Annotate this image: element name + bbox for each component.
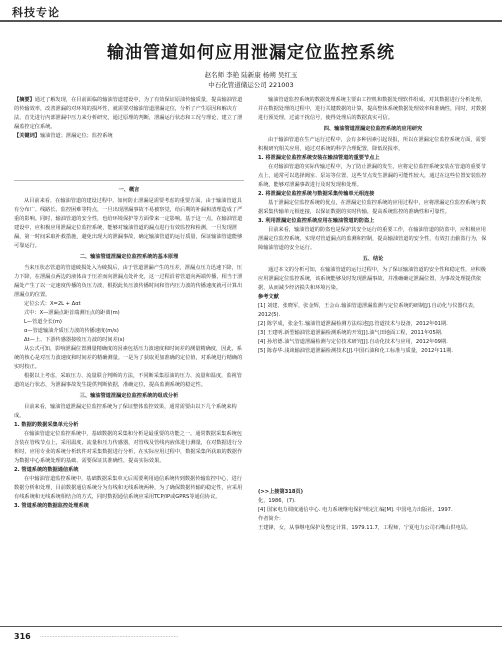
section-heading: 二、输油管道泄漏定位监控系统的基本原理 xyxy=(79,254,179,260)
paragraph: 根据以上考虑，采取压力、流量联合判断的方法，不同断采集原油的压力、流量和温度，监视管道的运行状态，为泄漏事故发生提供判断依据，准确定位，提高监测系统的稳定性。 xyxy=(14,373,242,388)
paragraph: 从目前来看，在输油管道的建设过程中，如何防止泄漏是需要考虑的重要方面，由于输油管道具有分布广、线路长、监控困难等特点，一旦出现泄漏事故不易被察觉，给后期的补漏和清理造成了严重的影响。同时，输油管道的安全性，也给环境保护等方面带来一定影响。基于这一点，在输油管道建设中，应积极应用泄漏定位监控系统，能够对输油管道的漏点进行有效监控和检测，一旦发现泄漏，第一时间采取补救措施，避免出现大的泄漏事故，确定输油管道的运行质量，保证输油管道能够可靠运行。 xyxy=(14,198,243,249)
references-heading: 参考文献 xyxy=(258,294,279,300)
paragraph: 定位公式：X=2L + Δαt xyxy=(24,301,81,307)
paragraph: 在对输油管道的实际传输过程中，为了防止泄漏的发生，应将定位监控系统安装在管道的重要节点上，通常可以选择阀室、泵站等位置，这些节点发生泄漏的可能性较大，通过在这些位置安装监控系统，能够对泄漏事故进行及时发现和处理。 xyxy=(258,164,487,188)
paragraph: 输油管道监控系统的数据处理系统主要由工控机和数据处理软件组成，对其数据进行分析处理，并在数据处理的过程中，进行关键数据的计算，提高整体系统数据处理效率和准确性，同时，对数据进行预处理，过滤干扰信号，使得处理后的数据真实可信。 xyxy=(258,97,487,121)
right-column xyxy=(258,96,488,356)
page-number: 316 xyxy=(14,632,31,641)
paragraph: 式中：X—泄漏点距首端测压点的距离(m) xyxy=(24,310,120,316)
header-rule xyxy=(0,20,502,22)
left-column xyxy=(14,184,244,511)
paragraph: 由于输油管道在生产运行过程中，会有多种因素引起误报，所以在泄漏定位监控系统方面，需要积极研究相关应用，通过对系统的科学合理配置，降低误报率。 xyxy=(258,137,486,152)
continuation-list xyxy=(258,497,488,533)
section-heading: 五、结论 xyxy=(362,256,384,262)
continuation-box xyxy=(258,488,488,533)
article-title: 输油管道如何应用泄漏定位监控系统 xyxy=(107,43,395,63)
reference-item: [4] 孙培德.油气管道泄漏检测与定位技术研究[J].自动化技术与应用，2012年09期. xyxy=(258,339,448,345)
paragraph: 基于泄漏定位监控系统的优点，在泄漏定位监控系统的应用过程中，应将泄漏定位监控系统与数据采集传输单元相连接，以保证数据的实时传输，提高系统监控的准确性和可靠性。 xyxy=(258,200,486,215)
section-heading: 一、概言 xyxy=(118,187,140,193)
reference-item: [5] 陈春华.浅谈输油管道泄漏检测技术[J].中国石油和化工标准与质量，2012年11期. xyxy=(258,348,453,354)
continuation-item: 作者简介： xyxy=(258,516,284,522)
article-affiliation: 中石化管道储运公司 221003 xyxy=(208,81,294,89)
reference-item: [3] 王建明.新型输油管道泄漏检测系统的开发[J].油气田地面工程，2011年05期. xyxy=(258,330,443,336)
abstract-label: 【摘要】 xyxy=(14,97,35,103)
abstract-text: 通过了解发现，在目前面临的输油管道建设中，为了有效保证原油传输质量，提高输油管道的传输效率，改善泄漏的对环境的损坏性，就需要对输油管道泄漏定位，分析了产生原因和解决方法，首先进行内部泄漏中压力来分析研究，通过原理的判断，泄漏运行状态和工况与理论，建立了泄漏监控定位系统。 xyxy=(14,97,243,130)
continuation-label: (>>上接第318页) xyxy=(258,489,304,495)
reference-item: [1] 刘建，张晓军，张金辉，王会山.输油管道泄漏监测与定位系统的研制[J].自动化与仪器仪表，2012(5). xyxy=(258,303,479,318)
subsection-heading: 3. 管道系统的数据监控处理系统 xyxy=(14,503,89,509)
continuation-item: 化，1986，(7). xyxy=(258,498,296,504)
column-label: 科技专论 xyxy=(12,6,60,19)
reference-item: [2] 陈学成，张金生.输油管道泄漏检测方法综述[J].管道技术与设备，2012年01期. xyxy=(258,321,448,327)
page-footer xyxy=(0,626,502,648)
section-heading: 四、输油管道泄漏定位监控系统的应用研究 xyxy=(323,126,423,132)
continuation-item: [4] 国家电力调度通信中心. 电力系统继电保护规定汇编[M]. 中国电力出版社，1997. xyxy=(258,507,453,513)
section-heading: 三、输油管道泄漏定位监控系统的组成分析 xyxy=(79,393,179,399)
abstract-divider xyxy=(14,180,244,181)
paragraph: 在输油管道定位监控系统中，基础数据的采集和分析是最重要的功能之一。通常数据采集系统包含装在管线节点上，采用温度、流量和压力传感器，对管线及管线内液体进行测量，在对数据进行分析时，应用专业的系统分析软件对采集数据进行分析，在实际应用过程中，数据采集所获取的数据作为数据中心系统处理的基础，需要保证其准确性，提高实际效果。 xyxy=(14,431,243,464)
paragraph: 通过本文的分析可知，在输油管道的运行过程中，为了保证输油管道的安全性和稳定性，应积极应用泄漏定位监控系统，该系统能够及时发现泄漏事故，并准确确定泄漏位置，为事故处理提供依据，从而减少经济损失和环境污染。 xyxy=(258,267,486,291)
subsection-heading: 1. 将泄漏定位监控系统安装在输油管道的重要节点上 xyxy=(258,155,380,161)
footer-dots: ······················································································· xyxy=(40,634,179,640)
paragraph: 目前来看，输油管道泄漏定位监控系统为了保证整体监控效果，通常需要由以下几个系统来构成。 xyxy=(14,404,237,419)
paragraph: 从公式可知，影响泄漏位置测量精确度的因素包括压力波速度和时间差的测量精确度，因此，系统的核心是对压力波速度和时间差的精确测量。一是为了获取更加准确的定位值，对系统进行精确的实时校正。 xyxy=(14,346,243,370)
paragraph: L—管道全长(m) xyxy=(24,319,62,325)
continuation-item: 王建锋，女，从事继电保护及整定计算，1979.11.7，工程师，宁夏电力公司石嘴山供电局。 xyxy=(258,525,472,531)
page-header xyxy=(0,0,502,22)
keywords-label: 【关键词】 xyxy=(14,133,40,139)
paragraph: Δt—上、下游传感器接收压力波的时间差(s) xyxy=(24,337,125,343)
subsection-heading: 2. 将泄漏定位监控系统与数据采集传输单元相连接 xyxy=(258,191,375,197)
paragraph: 目前来看，输油管道的防盗也是保护其安全运行的重要工作，在输油管道的防盗中，应积极应用泄漏定位监控系统，实现对管道漏点的监测和控制，提高输油管道的安全性，有效打击偷盗行为，保障输油管道的安全运行。 xyxy=(258,227,487,251)
abstract-block xyxy=(14,96,244,141)
subsection-heading: 2. 管道系统的数据通信系统 xyxy=(14,467,79,473)
article-authors: 赵名师 李艳 陆新康 杨朔 吴红玉 xyxy=(204,71,298,79)
paragraph: 在中输油管道监控系统中，基础数据采集单元后需要利用通信系统传到数据传输监控中心，进行数据分析和处理，目前数据通信系统分为有线和无线系统两种，为了确保数据传输的稳定性，应采用有线系统和无线系统相结合的方式，同时数据通信系统应采用TCP/IP或GPRS等通信协议。 xyxy=(14,476,243,500)
paragraph: α—管道输油介质压力波的传播速度(m/s) xyxy=(24,328,119,334)
footer-rule xyxy=(0,626,502,627)
keywords-text: 输油管道；泄漏定位；监控系统 xyxy=(39,133,113,139)
paragraph: 当来压状态管道的管道破损处入为破损后，由于管道泄漏产生的压差，泄漏点压力迅速下降，压力下降，在泄漏点两边的液体由于压差而向泄漏点处补充，这一过程沿着管道向两端传播，相当于泄漏处产生了以一定速度传播的负压力波，根据此负压波传播时间和管内压力波的传播速度就可计算出泄漏点的位置。 xyxy=(14,265,243,298)
subsection-heading: 1. 数据的数据采集单元分析 xyxy=(14,422,79,428)
subsection-heading: 3. 利用泄漏定位监控系统应用在输油管道的防盗上 xyxy=(258,218,375,224)
